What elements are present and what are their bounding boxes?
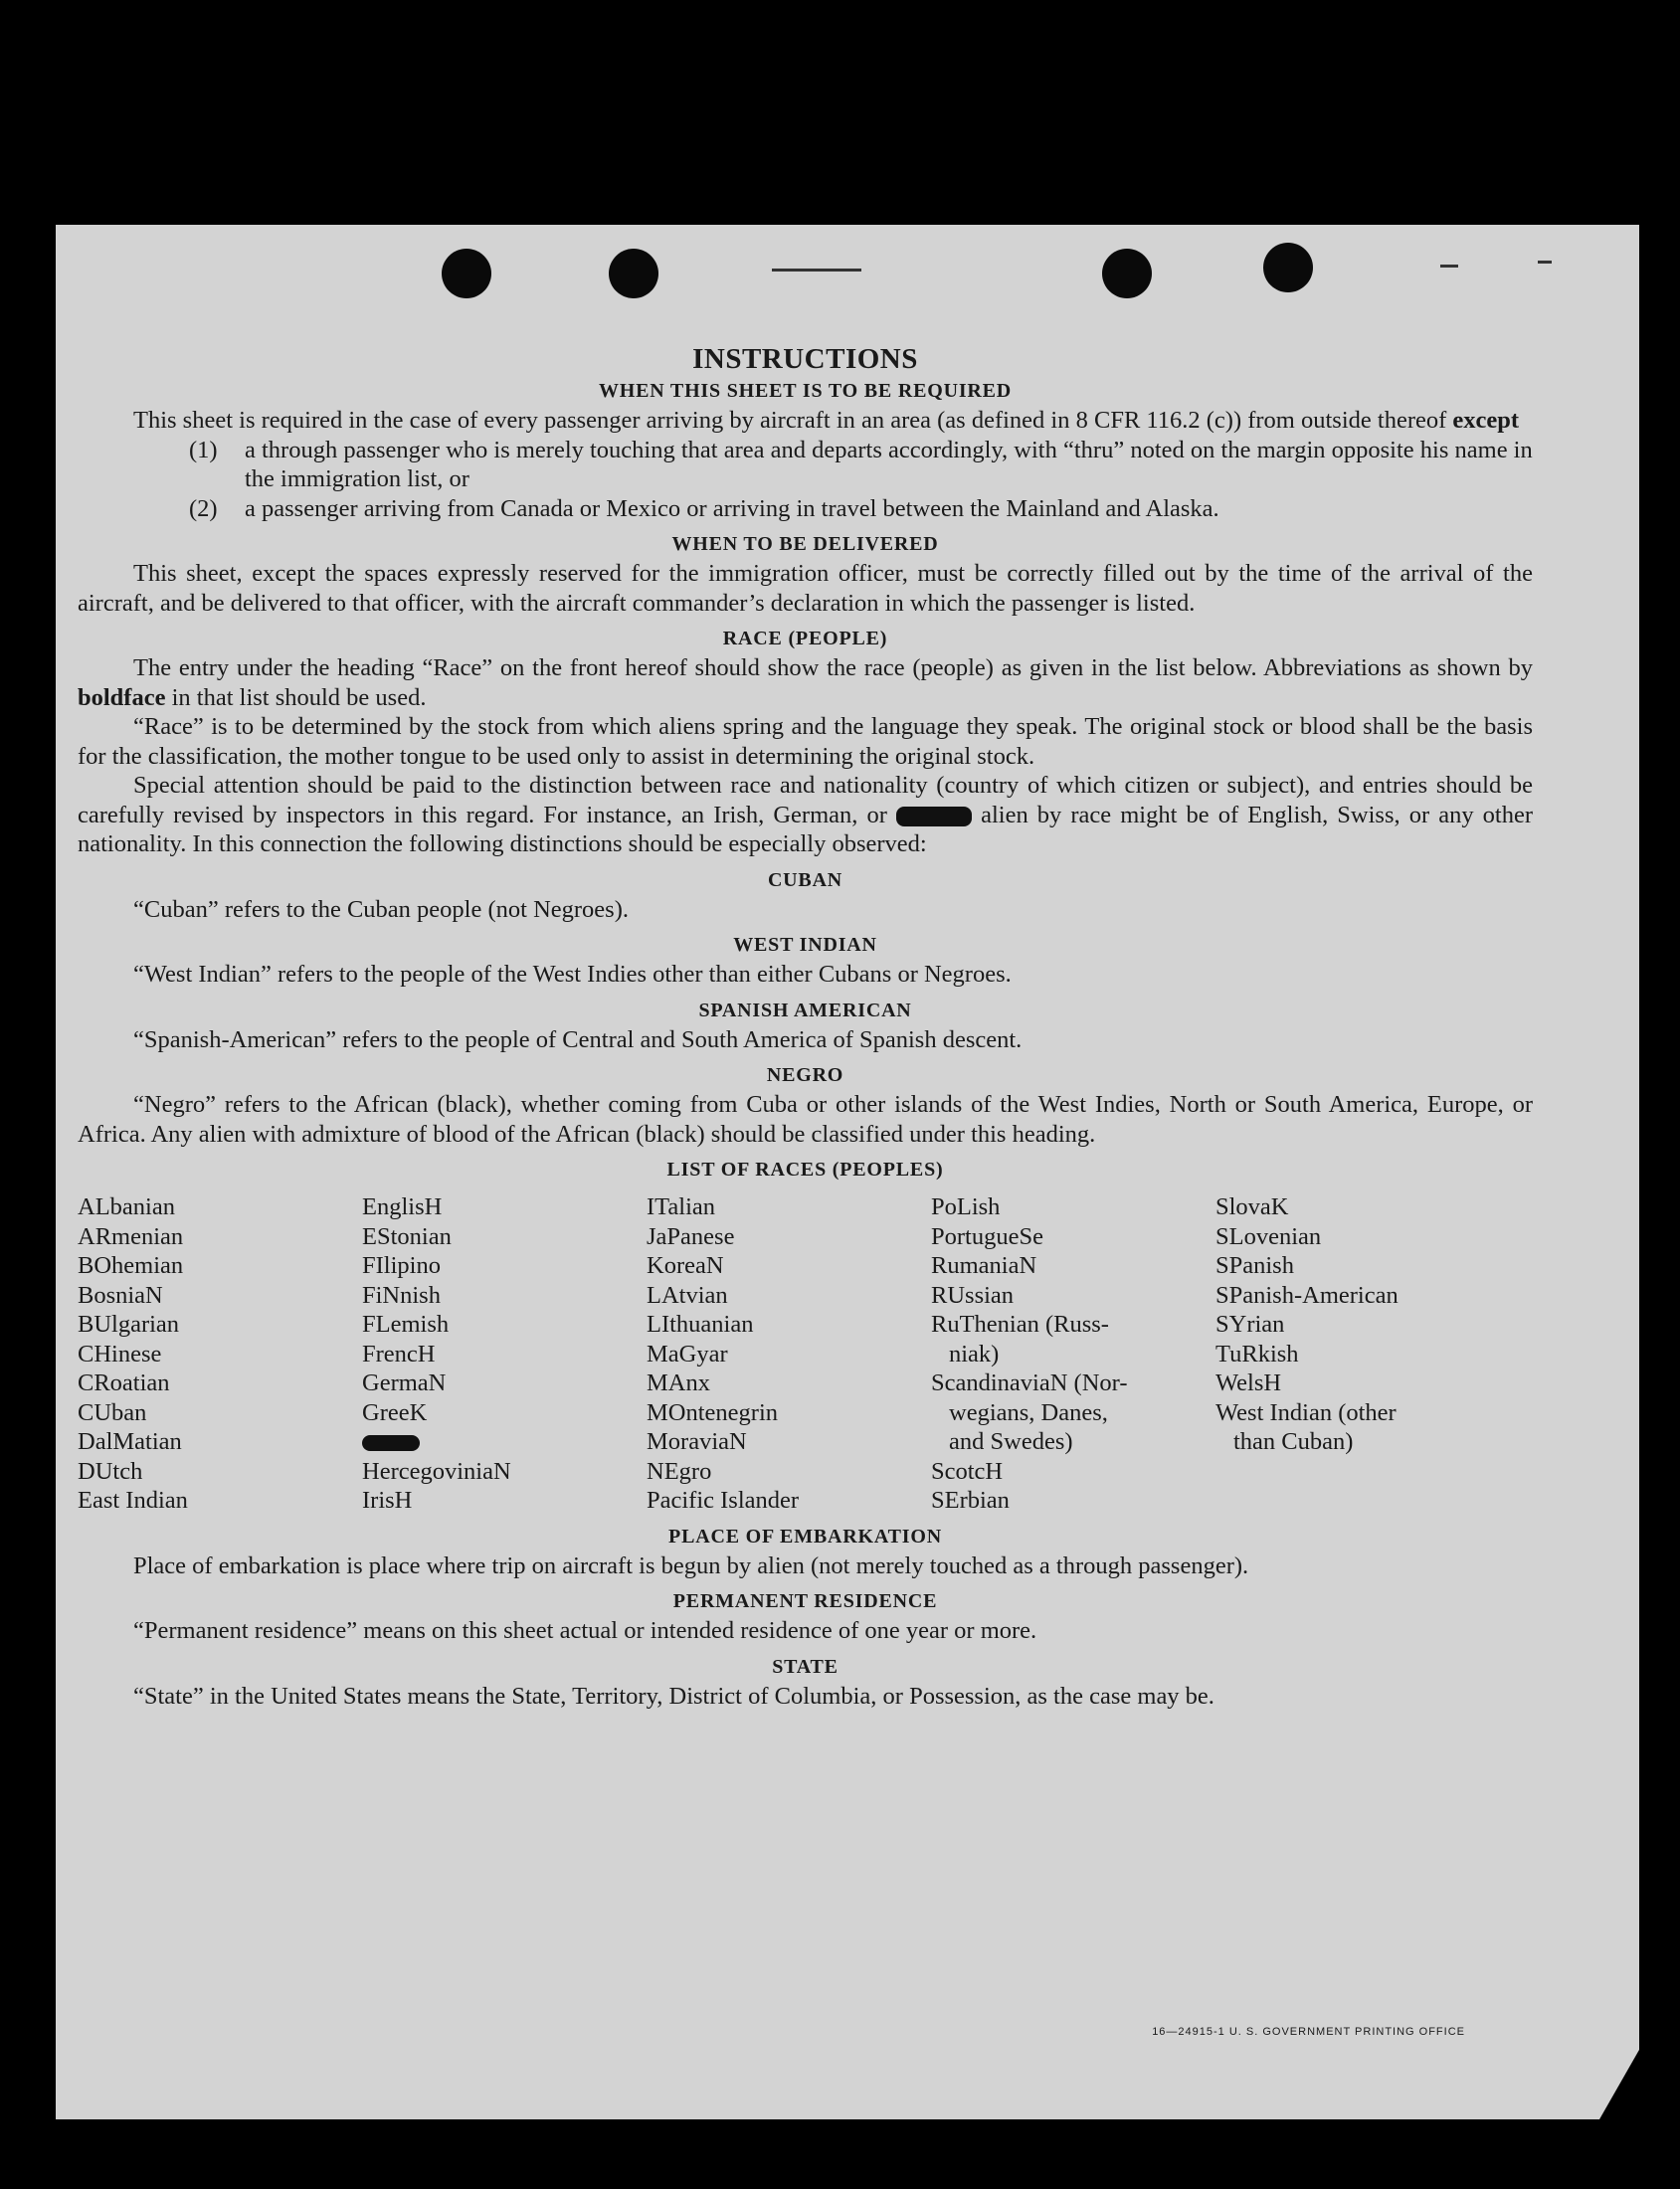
document-body xyxy=(78,342,1533,1711)
section-heading: RACE (PEOPLE) xyxy=(722,628,888,649)
race-entry: ARmenian xyxy=(78,1222,184,1250)
section-heading: PERMANENT RESIDENCE xyxy=(672,1590,938,1612)
race-entry-redacted xyxy=(362,1427,647,1457)
section-heading: SPANISH AMERICAN xyxy=(698,999,912,1021)
punch-hole xyxy=(1263,243,1313,292)
race-entry: ITalian xyxy=(647,1193,716,1220)
list-item: (2) a passenger arriving from Canada or Mexico or arriving in travel between the Mainland and Alaska. xyxy=(189,494,1219,522)
section-heading: NEGRO xyxy=(766,1064,844,1086)
instruction-sheet xyxy=(56,225,1639,2119)
race-entry: GermaN xyxy=(362,1369,447,1396)
race-entry: LIthuanian xyxy=(647,1311,754,1338)
race-entry: ScandinaviaN (Nor- xyxy=(931,1369,1128,1396)
race-entry: MOntenegrin xyxy=(647,1398,778,1426)
race-entry: DUtch xyxy=(78,1457,143,1485)
paragraph: “Race” is to be determined by the stock from which aliens spring and the language they speak. The original stock or blood shall be the basis for the classification, the mother tongue to be used only to assist in determining the original stock. xyxy=(78,713,1533,770)
race-entry: TuRkish xyxy=(1215,1340,1299,1368)
race-entry: IrisH xyxy=(362,1487,413,1514)
punch-hole xyxy=(442,249,491,298)
race-entry: HercegoviniaN xyxy=(362,1457,511,1485)
race-entry: PortugueSe xyxy=(931,1222,1043,1250)
race-entry: SLovenian xyxy=(1215,1222,1322,1250)
section-heading: CUBAN xyxy=(767,868,843,891)
race-entry: BosniaN xyxy=(78,1281,163,1309)
paragraph: “Spanish-American” refers to the people of Central and South America of Spanish descent. xyxy=(133,1025,1023,1053)
race-entry: SPanish xyxy=(1215,1252,1294,1279)
race-entry: MoraviaN xyxy=(647,1428,747,1455)
race-column xyxy=(78,1192,362,1516)
race-entry: FIlipino xyxy=(362,1252,441,1279)
paragraph: “West Indian” refers to the people of the West Indies other than either Cubans or Negroes. xyxy=(133,961,1012,988)
race-entry: RuThenian (Russ- xyxy=(931,1311,1109,1338)
paragraph: Place of embarkation is place where trip on aircraft is begun by alien (not merely touched as a through passenger). xyxy=(133,1551,1249,1579)
race-entry: JaPanese xyxy=(647,1222,735,1250)
paragraph: Special attention should be paid to the distinction between race and nationality (country of which citizen or subject), and entries should be carefully revised by inspectors in this regard. For instance, an Irish, German, or alien by race might be of English, Swiss, or any other nationality. In this connection the following distinctions should be especially observed: xyxy=(78,772,1533,857)
race-entry: SYrian xyxy=(1215,1311,1285,1338)
paragraph: “State” in the United States means the State, Territory, District of Columbia, or Possession, as the case may be. xyxy=(133,1682,1214,1710)
race-entry: CHinese xyxy=(78,1340,162,1368)
section-heading: PLACE OF EMBARKATION xyxy=(668,1525,942,1548)
race-entry: GreeK xyxy=(362,1398,428,1426)
race-entry: West Indian (other xyxy=(1215,1398,1397,1426)
race-entry: ScotcH xyxy=(931,1457,1004,1485)
race-entry: EnglisH xyxy=(362,1193,443,1220)
page-title: INSTRUCTIONS xyxy=(692,343,918,375)
section-heading: WHEN THIS SHEET IS TO BE REQUIRED xyxy=(598,380,1013,402)
mark xyxy=(1538,261,1552,264)
race-entry: NEgro xyxy=(647,1457,712,1485)
race-entry: MaGyar xyxy=(647,1340,728,1368)
mark xyxy=(772,269,861,272)
paragraph: This sheet, except the spaces expressly reserved for the immigration officer, must be correctly filled out by the time of the arrival of the aircraft, and be delivered to that officer, with the aircraft commander’s declaration in which the passenger is listed. xyxy=(78,560,1533,617)
race-entry: RUssian xyxy=(931,1281,1015,1309)
race-entry: Pacific Islander xyxy=(647,1487,800,1514)
race-list xyxy=(78,1192,1533,1516)
race-entry: FiNnish xyxy=(362,1281,441,1309)
section-heading: LIST OF RACES (PEOPLES) xyxy=(666,1159,944,1181)
redaction-mark xyxy=(362,1435,420,1451)
race-entry: LAtvian xyxy=(647,1281,728,1309)
race-entry: East Indian xyxy=(78,1487,188,1514)
race-entry: RumaniaN xyxy=(931,1252,1037,1279)
torn-corner xyxy=(1599,2050,1639,2119)
race-entry: niak) xyxy=(949,1340,1000,1368)
race-column xyxy=(1215,1192,1500,1516)
race-entry: SPanish-American xyxy=(1215,1281,1399,1309)
race-entry: BOhemian xyxy=(78,1252,184,1279)
race-entry: BUlgarian xyxy=(78,1311,180,1338)
paragraph: “Negro” refers to the African (black), whether coming from Cuba or other islands of the West Indies, North or South America, Europe, or Africa. Any alien with admixture of blood of the African (black) should be classified under this heading. xyxy=(78,1091,1533,1148)
paragraph: This sheet is required in the case of every passenger arriving by aircraft in an area (as defined in 8 CFR 116.2 (c)) from outside thereof except xyxy=(133,407,1520,434)
race-entry: WelsH xyxy=(1215,1369,1282,1396)
race-column xyxy=(931,1192,1215,1516)
race-entry: FrencH xyxy=(362,1340,436,1368)
section-heading: STATE xyxy=(772,1655,839,1678)
paragraph: “Permanent residence” means on this sheet actual or intended residence of one year or more. xyxy=(133,1617,1037,1644)
list-item: (1) a through passenger who is merely touching that area and departs accordingly, with “thru” noted on the margin opposite his name in the immigration list, or xyxy=(189,436,1533,492)
race-entry: FLemish xyxy=(362,1311,450,1338)
race-entry: EStonian xyxy=(362,1222,452,1250)
race-entry: wegians, Danes, xyxy=(949,1398,1108,1426)
print-footer: 16—24915-1 U. S. GOVERNMENT PRINTING OFFICE xyxy=(1152,2026,1465,2038)
redaction-mark xyxy=(896,807,972,826)
punch-hole xyxy=(1102,249,1152,298)
race-entry: SlovaK xyxy=(1215,1193,1289,1220)
punch-hole xyxy=(609,249,658,298)
race-entry: than Cuban) xyxy=(1233,1428,1354,1455)
race-entry: and Swedes) xyxy=(949,1428,1073,1455)
paragraph: “Cuban” refers to the Cuban people (not Negroes). xyxy=(133,895,629,923)
mark xyxy=(1440,265,1458,268)
race-entry: PoLish xyxy=(931,1193,1001,1220)
race-entry: DalMatian xyxy=(78,1428,182,1455)
race-column xyxy=(362,1192,647,1516)
race-entry: KoreaN xyxy=(647,1252,724,1279)
paragraph: The entry under the heading “Race” on the front hereof should show the race (people) as given in the list below. Abbreviations as shown by boldface in that list should be used. xyxy=(78,654,1533,711)
section-heading: WHEN TO BE DELIVERED xyxy=(671,533,939,555)
race-entry: CRoatian xyxy=(78,1369,170,1396)
race-entry: ALbanian xyxy=(78,1193,175,1220)
race-column xyxy=(647,1192,931,1516)
race-entry: CUban xyxy=(78,1398,147,1426)
race-entry: MAnx xyxy=(647,1369,710,1396)
section-heading: WEST INDIAN xyxy=(733,934,877,956)
race-entry: SErbian xyxy=(931,1487,1010,1514)
